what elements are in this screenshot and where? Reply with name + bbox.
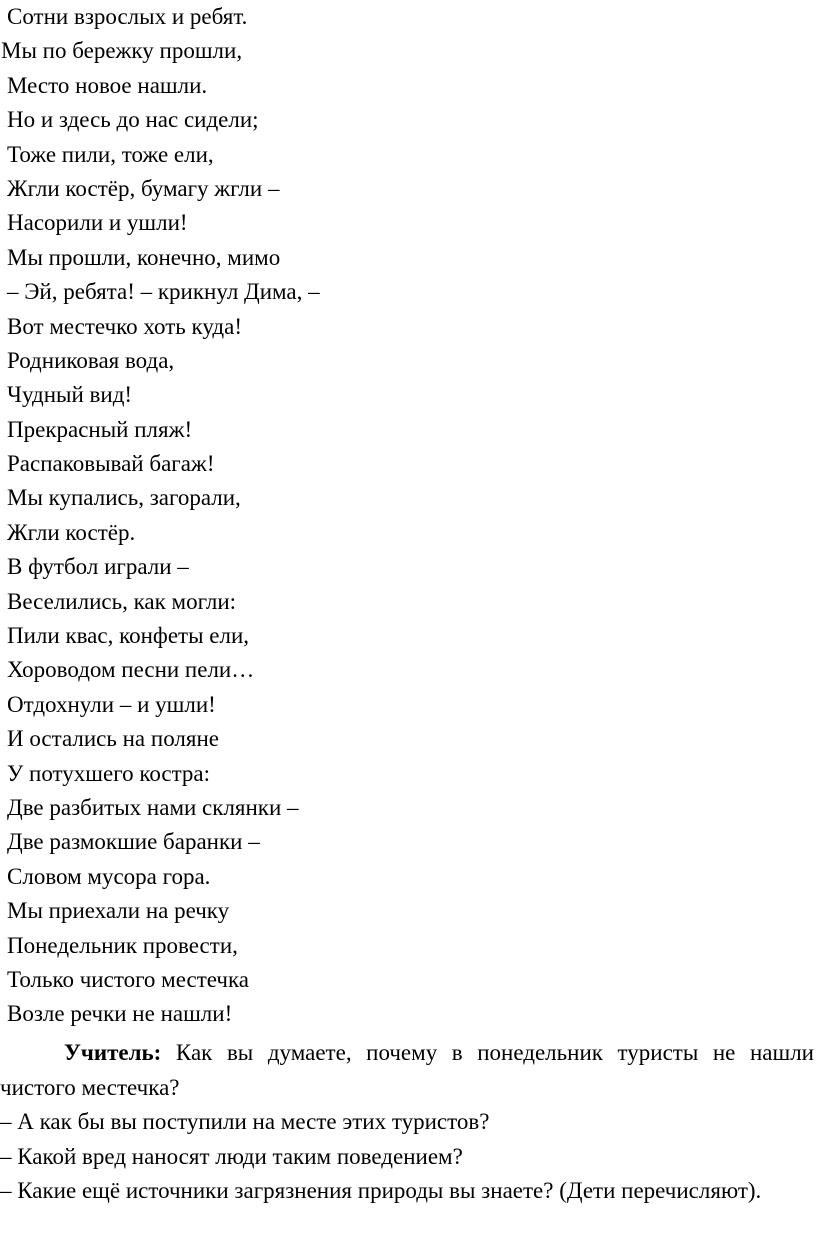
poem-line: Только чистого местечка — [7, 966, 250, 992]
poem-line: Мы прошли, конечно, мимо — [7, 244, 281, 270]
question-item: – Какие ещё источники загрязнения природы вы знаете? (Дети перечисляют). — [0, 1178, 762, 1203]
poem-line: Мы приехали на речку — [7, 898, 230, 924]
poem-line: В футбол играли – — [7, 554, 189, 580]
question-item: – Какой вред наносят люди таким поведением? — [0, 1143, 463, 1169]
poem-line: Веселились, как могли: — [7, 588, 237, 614]
poem-line: Насорили и ушли! — [7, 210, 188, 236]
poem-line: Вот местечко хоть куда! — [7, 313, 242, 339]
poem-line: Жгли костёр, бумагу жгли – — [7, 175, 280, 201]
poem-line: Родниковая вода, — [7, 347, 175, 373]
teacher-question: Как вы думаете, почему в понедельник туристы не нашли чистого местечка? — [0, 1040, 814, 1100]
poem-line: У потухшего костра: — [7, 760, 211, 786]
poem-line: Прекрасный пляж! — [7, 416, 193, 442]
poem-line: Место новое нашли. — [7, 72, 208, 98]
question-item: – А как бы вы поступили на месте этих туристов? — [0, 1109, 490, 1134]
lesson-questions — [0, 1036, 814, 1209]
poem-line: Чудный вид! — [7, 382, 133, 408]
poem — [1, 0, 807, 1032]
poem-line: Отдохнули – и ушли! — [7, 691, 216, 717]
poem-line: И остались на поляне — [7, 726, 219, 752]
poem-line: Словом мусора гора. — [7, 863, 211, 889]
poem-line: Сотни взрослых и ребят. — [7, 4, 248, 29]
poem-line: Пили квас, конфеты ели, — [7, 623, 250, 649]
poem-line: Мы купались, загорали, — [7, 485, 241, 511]
poem-line: Жгли костёр. — [7, 519, 136, 545]
poem-line: – Эй, ребята! – крикнул Дима, – — [7, 279, 320, 305]
poem-line: Две размокшие баранки – — [7, 829, 260, 855]
poem-line: Понедельник провести, — [7, 932, 238, 958]
teacher-paragraph — [0, 1036, 814, 1105]
poem-line: Но и здесь до нас сидели; — [7, 107, 259, 133]
poem-line: Распаковывай багаж! — [7, 451, 215, 477]
poem-line: Мы по бережку прошли, — [1, 38, 243, 64]
teacher-label: Учитель: — [64, 1040, 162, 1065]
poem-line: Тоже пили, тоже ели, — [7, 141, 214, 167]
poem-line: Две разбитых нами склянки – — [7, 794, 299, 820]
poem-line: Возле речки не нашли! — [7, 1001, 233, 1027]
poem-line: Хороводом песни пели… — [7, 657, 255, 683]
